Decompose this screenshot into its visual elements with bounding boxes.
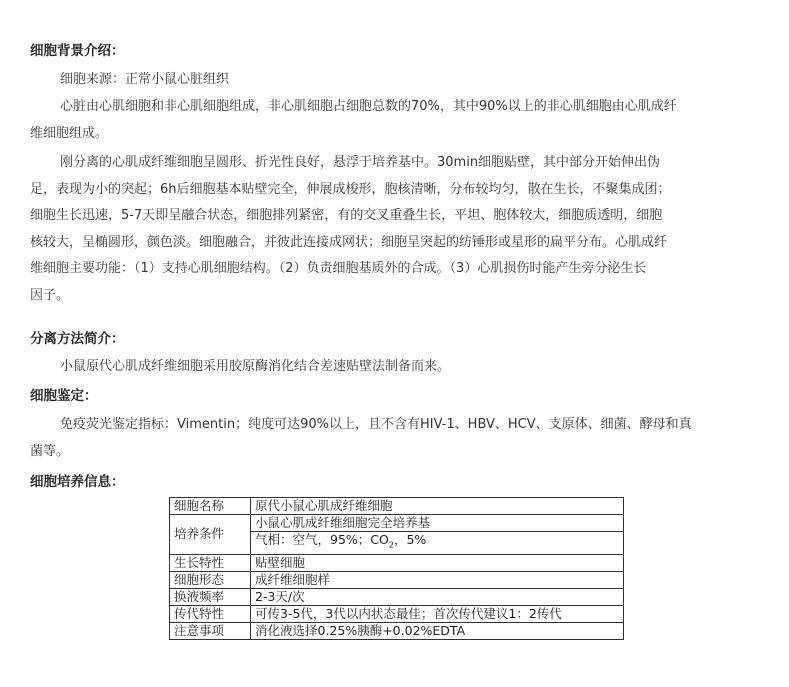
heading-culture-info: 细胞培养信息： [30, 474, 125, 490]
table-row [170, 605, 624, 622]
table-row [170, 498, 624, 515]
table-value: 成纤维细胞样 [251, 571, 624, 588]
table-row [170, 622, 624, 639]
heading-isolation-method: 分离方法简介： [30, 331, 125, 347]
table-key: 注意事项 [170, 622, 251, 639]
table-row [170, 571, 624, 588]
table-value: 消化液选择0.25%胰酶+0.02%EDTA [251, 622, 624, 639]
table-value: 2-3天/次 [251, 588, 624, 605]
table-key: 细胞形态 [170, 571, 251, 588]
culture-info-table [169, 497, 624, 640]
table-row [170, 554, 624, 571]
cell-source: 细胞来源：正常小鼠心脏组织 [60, 72, 230, 87]
heading-cell-identification: 细胞鉴定： [30, 388, 98, 404]
table-row [170, 515, 624, 532]
table-value-gas: 气相：空气，95%；$CO_2$，5% [251, 532, 624, 555]
identification-paragraph: 免疫荧光鉴定指标：Vimentin；纯度可达90%以上，且不含有HIV-1、HBV、HCV、支原体、细菌、酵母和真 菌等。 [30, 417, 692, 459]
table-key: 培养条件 [170, 515, 251, 555]
table-key: 细胞名称 [170, 498, 251, 515]
table-row [170, 588, 624, 605]
table-key: 传代特性 [170, 605, 251, 622]
background-paragraph-1: 心脏由心肌细胞和非心肌细胞组成，非心肌细胞占细胞总数的70%，其中90%以上的非心肌细胞由心肌成纤 维细胞组成。 [30, 99, 677, 141]
table-key: 换液频率 [170, 588, 251, 605]
table-value: 可传3-5代，3代以内状态最佳；首次传代建议1：2传代 [251, 605, 624, 622]
table-value: 小鼠心肌成纤维细胞完全培养基 [251, 515, 624, 532]
method-paragraph: 小鼠原代心肌成纤维细胞采用胶原酶消化结合差速贴壁法制备而来。 [60, 359, 451, 374]
table-key: 生长特性 [170, 554, 251, 571]
table-value: 贴壁细胞 [251, 554, 624, 571]
background-paragraph-2: 刚分离的心肌成纤维细胞呈圆形、折光性良好，悬浮于培养基中。30min细胞贴壁，其中部分开始伸出伪 足，表现为小的突起；6h后细胞基本贴壁完全，伸展成梭形，胞核清晰，分布较均匀，散在生长，不聚集成团； 细胞生长迅速，5-7天即呈融合状态，细胞排列紧密，有的交叉重叠生长，平坦、胞体较大，细胞质透明，细胞 核较大，呈椭圆形，颜色淡。细胞融合，并彼此连接成网状；细胞呈突起的纺锤形或星形的扁平分布。心肌成纤 维细胞主要功能：（1）支持心肌细胞结构。（2）负责细胞基质外的合成。（3）心肌损伤时能产生旁分泌生长 因子。 [30, 155, 671, 303]
table-value: 原代小鼠心肌成纤维细胞 [251, 498, 624, 515]
heading-cell-background: 细胞背景介绍： [30, 43, 125, 59]
